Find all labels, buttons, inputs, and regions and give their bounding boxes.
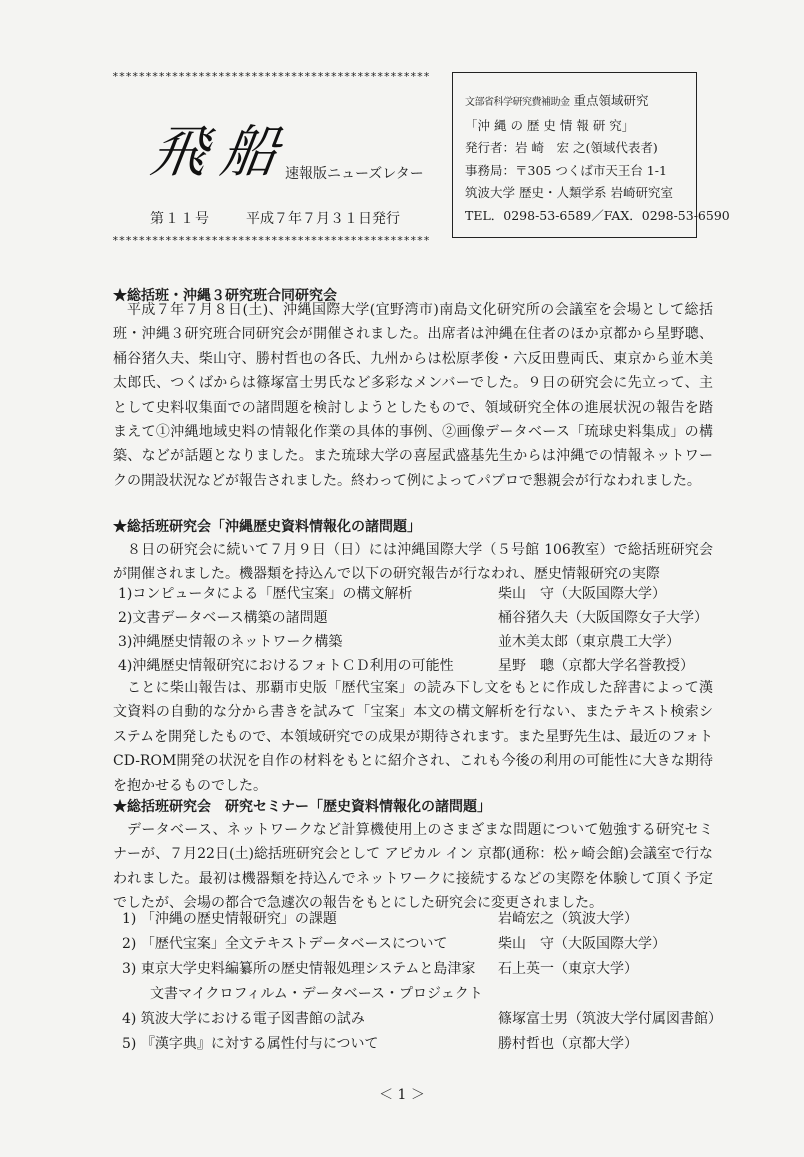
report-presenter: 星野 聰（京都大学名誉教授）: [498, 658, 694, 674]
newsletter-subtitle: 速報版ニューズレター: [285, 166, 424, 182]
newsletter-logo: 飛船: [146, 120, 296, 185]
report-title: 文書マイクロフィルム・データベース・プロジェクト: [122, 986, 483, 1002]
office-contact: TEL．0298-53-6589／FAX．0298-53-6590: [465, 207, 730, 223]
project-title: 「沖 縄 の 歴 史 情 報 研 究」: [465, 117, 635, 133]
section-2-title: ★総括班研究会「沖縄歴史資料情報化の諸問題」: [113, 519, 421, 535]
report-title: 5) 『漢字典』に対する属性付与について: [122, 1036, 379, 1052]
section-1-body: [113, 298, 713, 493]
section-3-report-list: [122, 907, 722, 1057]
issue-number: 第１１号: [150, 211, 210, 227]
report-title: 1) 「沖縄の歴史情報研究」の課題: [122, 911, 337, 927]
page-number: ＜ 1 ＞: [379, 1087, 425, 1103]
list-item: [122, 907, 722, 932]
report-title: 2)文書データベース構築の諸問題: [118, 610, 328, 626]
report-presenter: 柴山 守（大阪国際大学）: [498, 586, 666, 602]
report-presenter: 石上英一（東京大学）: [498, 961, 638, 977]
office-address: 事務局：〒305 つくば市天王台 1-1: [465, 162, 667, 178]
section-2-paragraph: ことに柴山報告は、那覇市史版「歴代宝案」の読み下し文をもとに作成した辞書によって漢文資料の自動的な分から書きを試みて「宝案」本文の構文解析を行ない、またテキスト検索システムを開発したもので、本領域研究での成果が期待されます。また星野先生は、最近のフォトCD-ROM開発の状況を自作の材料をもとに紹介され、これも今後の利用の可能性に大きな期待を抱かせるものでした。: [113, 680, 713, 794]
list-item: [122, 957, 722, 982]
report-title: 3)沖縄歴史情報のネットワーク構築: [118, 634, 343, 650]
section-3-intro: [113, 818, 713, 916]
list-item: [122, 1032, 722, 1057]
list-item: [118, 654, 718, 678]
issue-date: 平成７年７月３１日発行: [246, 211, 400, 227]
section-2-intro: [113, 538, 713, 587]
project-type: 重点領域研究: [573, 93, 649, 108]
publisher: 発行者：岩 崎 宏 之(領域代表者): [465, 140, 658, 155]
section-2-report-list: [118, 582, 718, 678]
info-line-1: [465, 90, 696, 115]
publisher-info-box: [452, 72, 730, 238]
report-presenter: 並木美太郎（東京農工大学）: [498, 634, 680, 650]
list-item: [118, 630, 718, 654]
list-item: [118, 582, 718, 606]
report-presenter: 桶谷猪久夫（大阪国際女子大学）: [498, 610, 708, 626]
report-title: 2) 「歴代宝案」全文テキストデータベースについて: [122, 936, 448, 952]
report-presenter: 勝村哲也（京都大学）: [498, 1036, 638, 1052]
report-title: 4)沖縄歴史情報研究におけるフォトＣＤ利用の可能性: [118, 658, 454, 674]
section-1-paragraph: 平成７年７月８日(土)、沖縄国際大学(宜野湾市)南島文化研究所の会議室を会場として総括班・沖縄３研究班合同研究会が開催されました。出席者は沖縄在住者のほか京都から星野聰、桶谷猪久夫、柴山守、勝村哲也の各氏、九州からは松原孝俊・六反田豊両氏、東京から並木美太郎氏、つくばからは篠塚富士男氏など多彩なメンバーでした。９日の研究会に先立って、主として史料収集面での諸問題を検討しようとしたもので、領域研究全体の進展状況の報告を踏まえて①沖縄地域史料の情報化作業の具体的事例、②画像データベース「琉球史料集成」の構築、などが話題となりました。また琉球大学の喜屋武盛基先生からは沖縄での情報ネットワークの開設状況などが報告されました。終わって例によってパブロで懇親会が行なわれました。: [113, 302, 713, 489]
section-2-body: [113, 676, 713, 798]
section-3-intro-paragraph: データベース、ネットワークなど計算機使用上のさまざまな問題について勉強する研究セミナーが、７月22日(土)総括班研究会として アピカル イン 京都(通称：松ヶ崎会館)会議室で行なわれました。最初は機器類を持込んでネットワークに接続するなどの実際を体験して頂く予定でしたが、会場の都合で急遽次の報告をもとにした研究会に変更されました。: [113, 822, 713, 912]
report-title: 3) 東京大学史料編纂所の歴史情報処理システムと島津家: [122, 961, 476, 977]
section-3-title: ★総括班研究会 研究セミナー「歴史資料情報化の諸問題」: [113, 799, 491, 815]
grant-label: 文部省科学研究費補助金: [465, 97, 570, 108]
list-item: [118, 606, 718, 630]
section-2-intro-paragraph: ８日の研究会に続いて７月９日（日）には沖縄国際大学（５号館 106教室）で総括班研究会が開催されました。機器類を持込んで以下の研究報告が行なわれ、歴史情報研究の実際: [113, 542, 713, 583]
report-presenter: 柴山 守（大阪国際大学）: [498, 936, 666, 952]
report-presenter: 岩崎宏之（筑波大学）: [498, 911, 638, 927]
list-item: [122, 932, 722, 957]
section-1-title: ★総括班・沖縄３研究班合同研究会: [113, 288, 337, 304]
office-lab: 筑波大学 歴史・人類学系 岩崎研究室: [465, 185, 673, 200]
report-presenter: 篠塚富士男（筑波大学付属図書館）: [498, 1011, 722, 1027]
report-title: 1)コンピュータによる「歴代宝案」の構文解析: [118, 586, 413, 602]
list-item: [122, 982, 722, 1007]
header-star-rule-bottom: ************************************************: [112, 234, 430, 247]
report-title: 4) 筑波大学における電子図書館の試み: [122, 1011, 365, 1027]
list-item: [122, 1007, 722, 1032]
header-star-rule-top: ************************************************: [112, 70, 430, 83]
